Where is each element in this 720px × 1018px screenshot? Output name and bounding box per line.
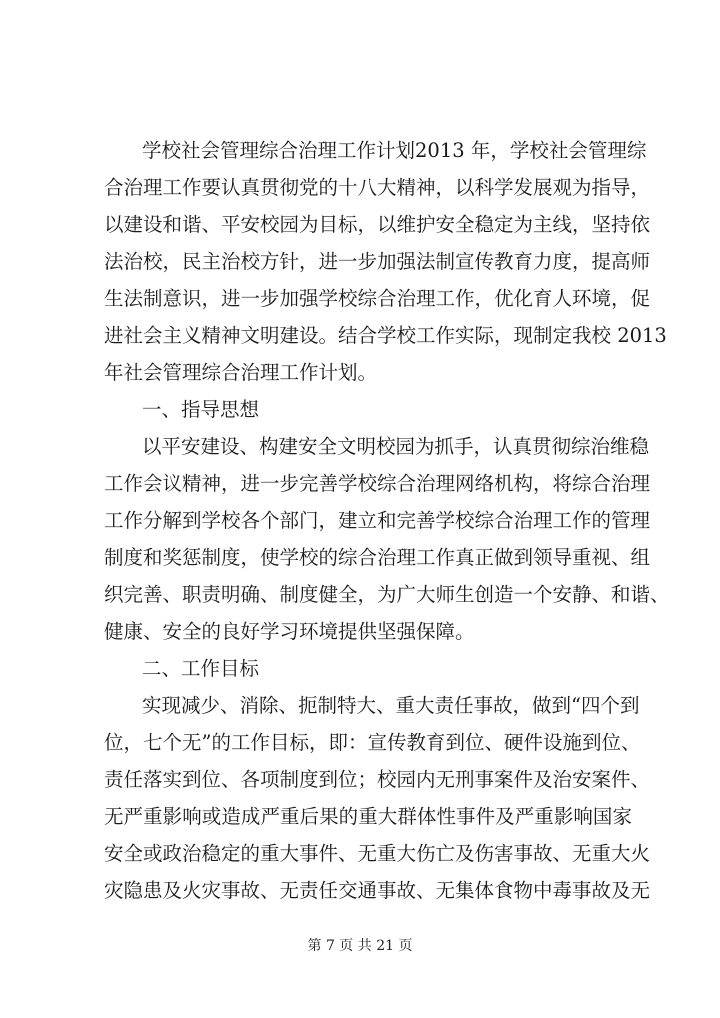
text-line: 安全或政治稳定的重大事件、无重大伤亡及伤害事故、无重大火: [104, 842, 651, 865]
text-line: 年社会管理综合治理工作计划。: [104, 361, 378, 384]
text-line: 灾隐患及火灾事故、无责任交通事故、无集体食物中毒事故及无: [104, 879, 651, 902]
text-line: 工作会议精神，进一步完善学校综合治理网络机构，将综合治理: [104, 472, 651, 495]
document-body: [104, 132, 670, 909]
text-line: 工作分解到学校各个部门，建立和完善学校综合治理工作的管理: [104, 509, 651, 532]
paragraph-intro: [104, 132, 667, 391]
text-line: 健康、安全的良好学习环境提供坚强保障。: [104, 620, 475, 643]
paragraph-work-goals: [104, 687, 651, 909]
text-line: 以平安建设、构建安全文明校园为抓手，认真贯彻综治维稳: [142, 435, 650, 458]
text-line: 无严重影响或造成严重后果的重大群体性事件及严重影响国家: [104, 805, 632, 828]
text-line: 生法制意识，进一步加强学校综合治理工作，优化育人环境，促: [104, 287, 651, 310]
text-line: 法治校，民主治校方针，进一步加强法制宣传教育力度，提高师: [104, 250, 651, 273]
text-line: 位，七个无”的工作目标，即：宣传教育到位、硬件设施到位、: [104, 731, 641, 754]
text-line: 合治理工作要认真贯彻党的十八大精神，以科学发展观为指导，: [104, 176, 651, 199]
paragraph-guiding-ideology: [104, 428, 670, 650]
page-footer: 第 7 页 共 21 页: [307, 938, 413, 954]
text-line: 学校社会管理综合治理工作计划2013 年，学校社会管理综: [142, 139, 647, 162]
text-line: 责任落实到位、各项制度到位；校园内无刑事案件及治安案件、: [104, 768, 651, 791]
text-line: 实现减少、消除、扼制特大、重大责任事故，做到“四个到: [142, 694, 640, 717]
text-line: 制度和奖惩制度，使学校的综合治理工作真正做到领导重视、组: [104, 546, 651, 569]
text-line: 以建设和谐、平安校园为目标，以维护安全稳定为主线，坚持依: [104, 213, 651, 236]
text-line: 织完善、职责明确、制度健全，为广大师生创造一个安静、和谐、: [104, 583, 670, 606]
text-line: 进社会主义精神文明建设。结合学校工作实际，现制定我校 2013: [104, 324, 667, 347]
section-heading-work-goals: 二、工作目标: [142, 657, 260, 680]
section-heading-guiding-ideology: 一、指导思想: [142, 398, 260, 421]
